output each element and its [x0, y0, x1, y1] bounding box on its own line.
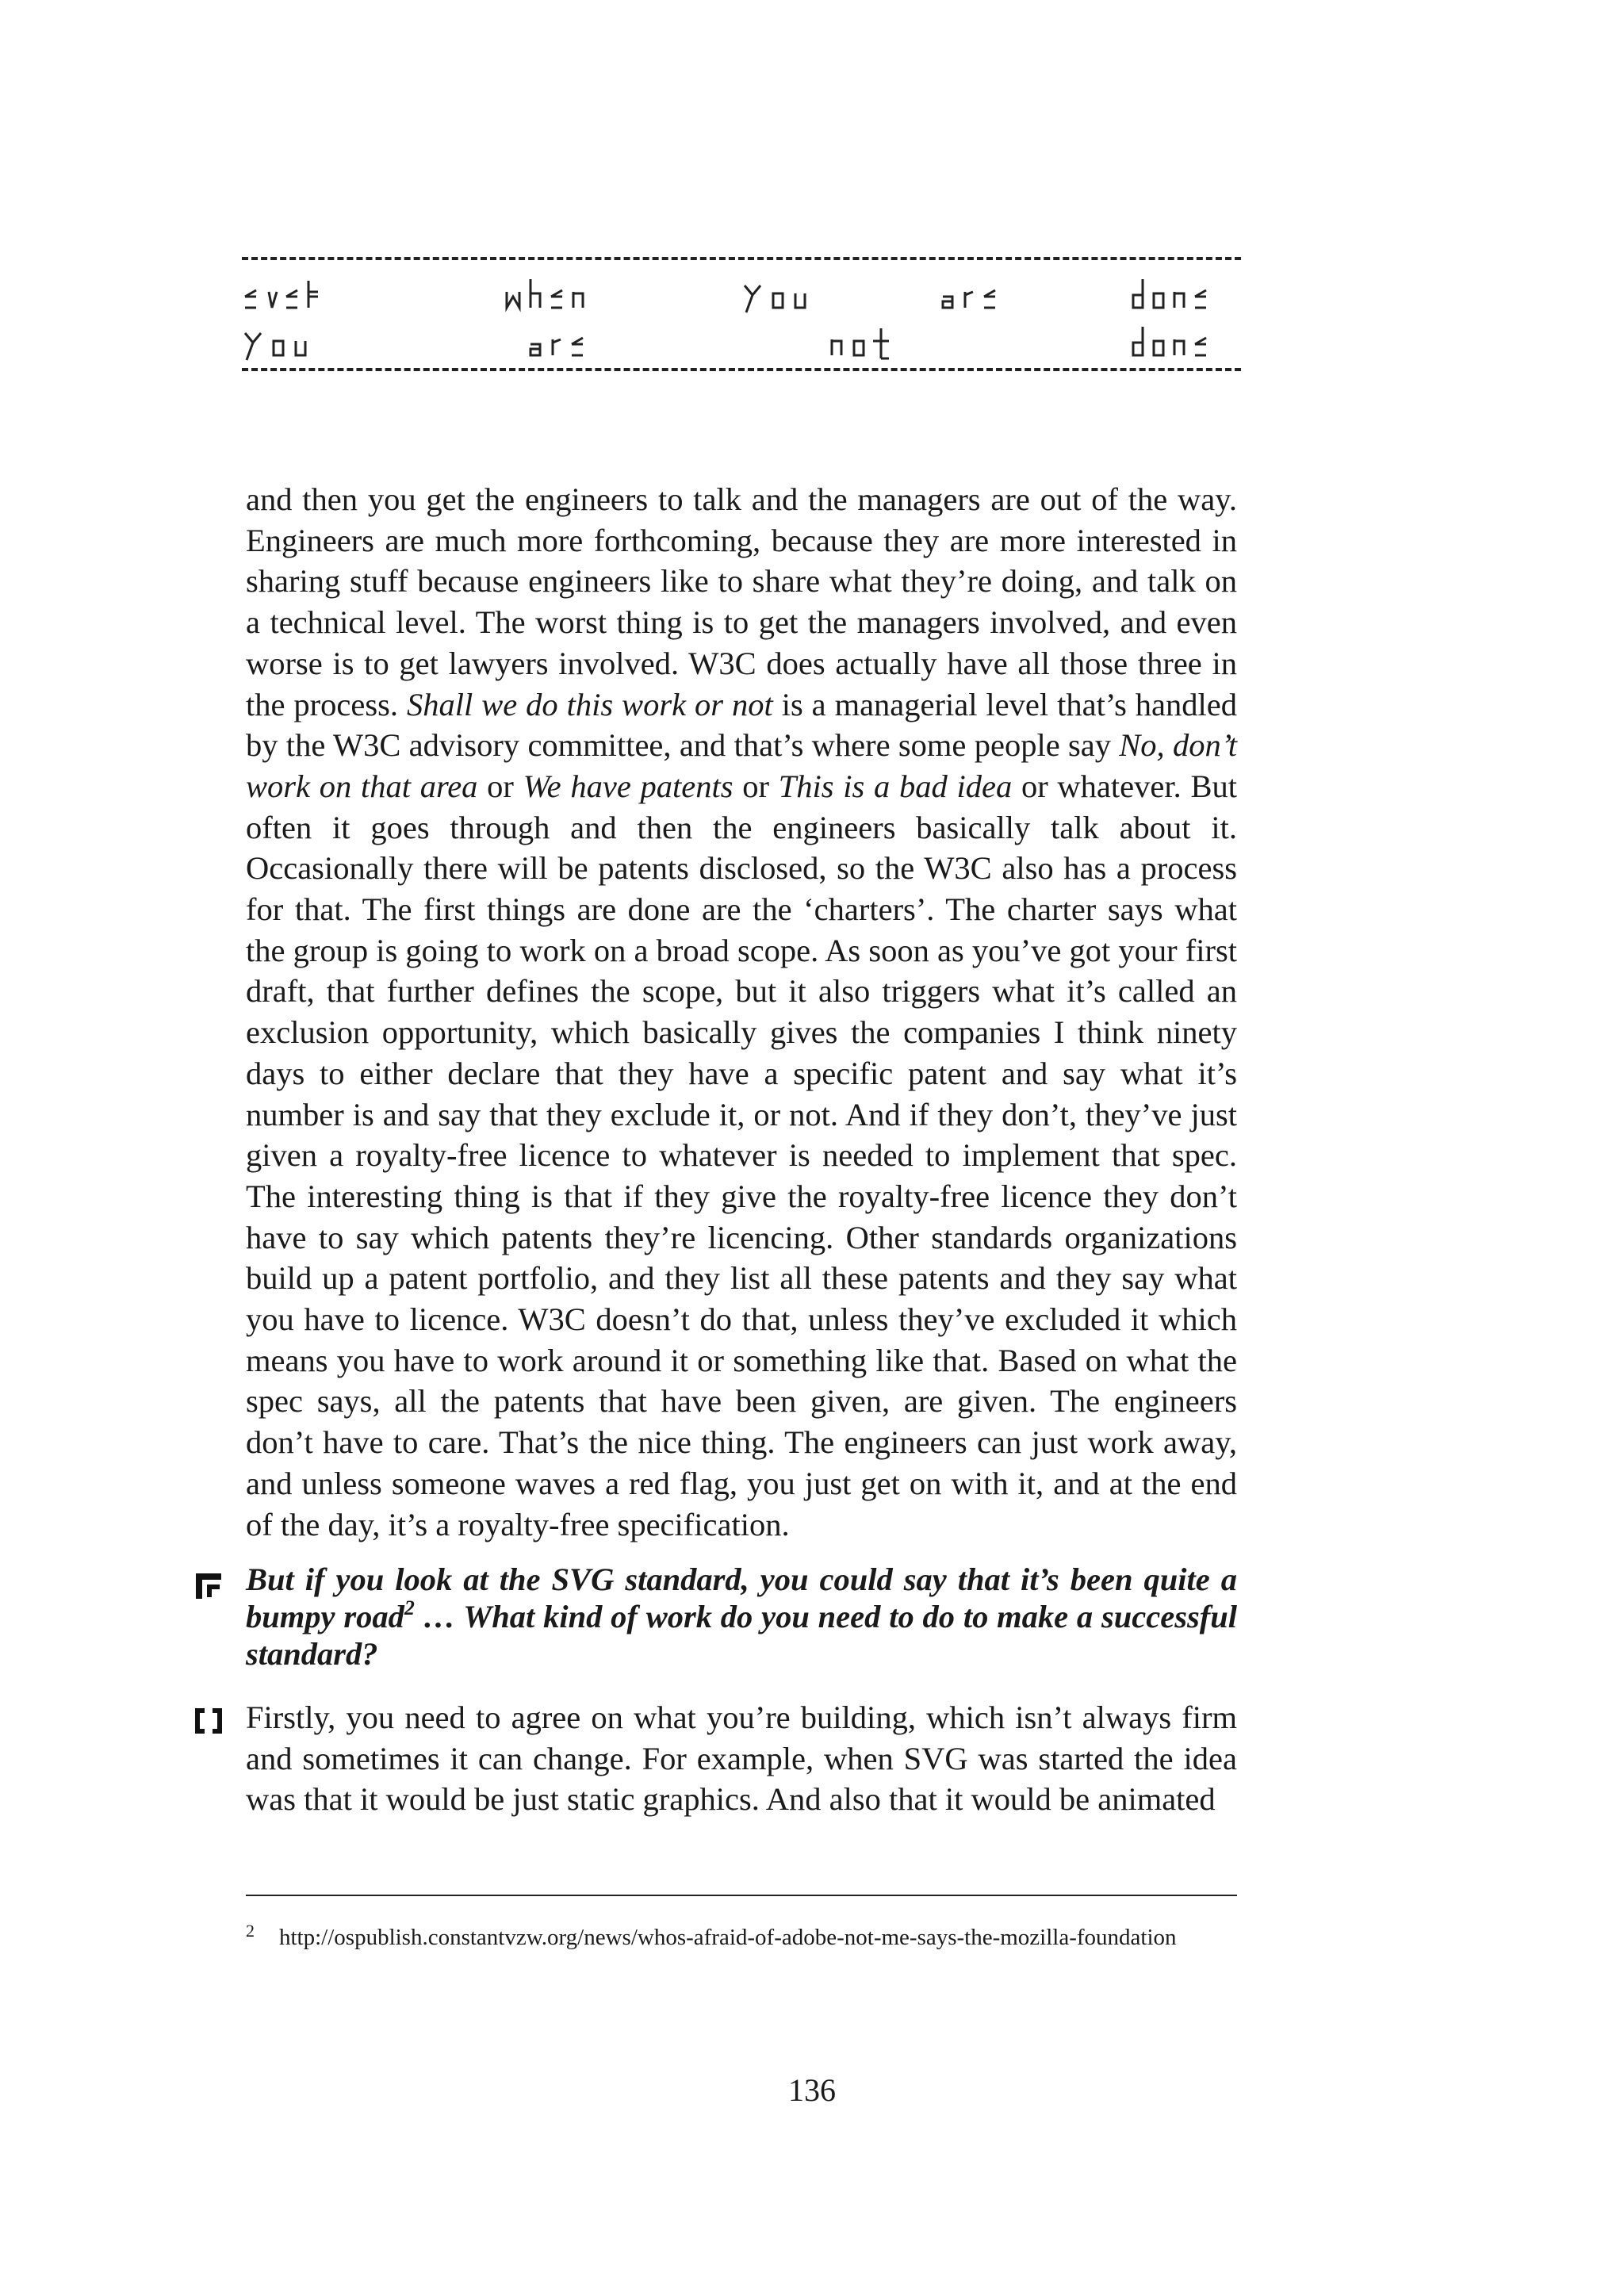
footnote-url[interactable]: http://ospublish.constantvzw.org/news/whos-afraid-of-adobe-not-me-says-the-mozilla-foundation	[279, 1925, 1177, 1950]
italic-phrase: Shall we do this work or not	[406, 686, 773, 722]
footnote-divider	[246, 1895, 1237, 1896]
header-word-done-2	[1130, 317, 1241, 365]
footnote	[246, 1922, 1237, 1952]
italic-phrase: No, don’t work on that area	[246, 727, 1237, 804]
header-word-are	[940, 270, 1043, 317]
page-number: 136	[788, 2072, 836, 2108]
header-row-2	[242, 317, 1241, 365]
header-word-you-2	[242, 317, 345, 365]
italic-phrase: This is a bad idea	[778, 768, 1013, 804]
interview-question: But if you look at the SVG standard, you could say that it’s been quite a bumpy road$^2$ … What kind of work do you need to do to make a successful standard?	[246, 1562, 1237, 1672]
answer-marker-icon	[193, 1705, 224, 1737]
header-word-are-2	[527, 317, 630, 365]
header-dashed-rule-bottom	[242, 368, 1241, 371]
header-word-done	[1130, 270, 1241, 317]
interview-answer: Firstly, you need to agree on what you’re building, which isn’t always firm and sometimes it can change. For example, when SVG was started the idea was that it would be just static graphics. And also that it would be animated	[246, 1699, 1237, 1818]
italic-phrase: We have patents	[523, 768, 733, 804]
header-word-not	[829, 317, 932, 365]
body-paragraph: and then you get the engineers to talk and the managers are out of the way. Engineers are much more forthcoming, because they are more interested in sharing stuff because engineers like to share what they’re doing, and talk on a technical level. The worst thing is to get the managers involved, and even worse is to get lawyers involved. W3C does actually have all those three in the process. Shall we do this work or not is a managerial level that’s handled by the W3C advisory committee, and that’s where some people say No, don’t work on that area or We have patents or This is a bad idea or whatever. But often it goes through and then the engineers basically talk about it. Occasionally there will be patents disclosed, so the W3C also has a process for that. The first things are done are the ‘charters’. The charter says what the group is going to work on a broad scope. As soon as you’ve got your first draft, that further defines the scope, but it also triggers what it’s called an exclusion opportunity, which basically gives the companies I think ninety days to either declare that they have a specific patent and say what it’s number is and say that they exclude it, or not. And if they don’t, they’ve just given a royalty-free licence to whatever is needed to implement that spec. The interesting thing is that if they give the royalty-free licence they don’t have to say which patents they’re licencing. Other standards organizations build up a patent portfolio, and they list all these patents and they say what you have to licence. W3C doesn’t do that, unless they’ve excluded it which means you have to work around it or something like that. Based on what the spec says, all the patents that have been given, are given. The engineers don’t have to care. That’s the nice thing. The engineers can just work away, and unless someone waves a red flag, you just get on with it, and at the end of the day, it’s a royalty-free specification.	[246, 481, 1237, 1542]
header-row-1	[242, 270, 1241, 317]
header-word-when	[504, 270, 638, 317]
footnote-reference[interactable]: 2	[404, 1596, 415, 1619]
question-marker-icon	[193, 1570, 224, 1602]
header-word-you	[741, 270, 845, 317]
stroke-font-header	[242, 246, 1241, 381]
header-dashed-rule-top	[242, 257, 1241, 260]
header-word-ever	[242, 270, 353, 317]
footnote-number: 2	[246, 1921, 255, 1941]
